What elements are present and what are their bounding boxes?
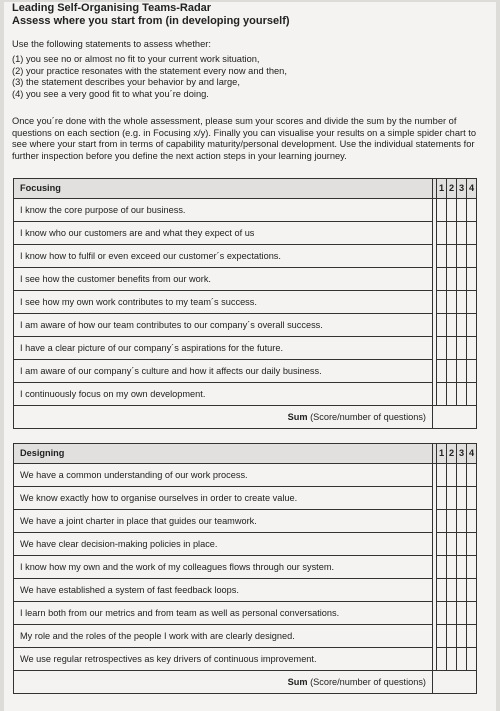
score-header-3: 3 [457,444,467,464]
statement-text: I know how my own and the work of my colleagues flows through our system. [14,556,433,579]
score-box-2[interactable] [447,579,457,602]
score-box-4[interactable] [467,360,477,383]
worksheet-page [4,2,496,711]
statement-text: I see how my own work contributes to my team´s success. [14,291,433,314]
score-box-4[interactable] [467,245,477,268]
score-box-1[interactable] [437,487,447,510]
score-box-3[interactable] [457,464,467,487]
score-header-4: 4 [467,179,477,199]
score-box-3[interactable] [457,291,467,314]
score-box-1[interactable] [437,337,447,360]
score-box-3[interactable] [457,383,467,406]
score-box-2[interactable] [447,648,457,671]
score-box-4[interactable] [467,487,477,510]
score-box-1[interactable] [437,245,447,268]
statement-row [14,383,477,406]
score-box-2[interactable] [447,291,457,314]
statement-text: My role and the roles of the people I work with are clearly designed. [14,625,433,648]
score-box-2[interactable] [447,602,457,625]
score-box-2[interactable] [447,222,457,245]
scale-item-1: (1) you see no or almost no fit to your current work situation, [12,54,260,64]
score-box-4[interactable] [467,383,477,406]
score-box-3[interactable] [457,648,467,671]
score-box-2[interactable] [447,245,457,268]
sum-row [14,406,477,429]
section-title: Designing [14,444,433,464]
score-box-3[interactable] [457,625,467,648]
statement-text: We have clear decision-making policies in place. [14,533,433,556]
score-box-1[interactable] [437,510,447,533]
sum-label-bold: Sum [287,677,308,687]
score-box-3[interactable] [457,579,467,602]
score-box-2[interactable] [447,360,457,383]
score-box-4[interactable] [467,222,477,245]
statement-text: I have a clear picture of our company´s aspirations for the future. [14,337,433,360]
section-header-row [14,444,477,464]
score-box-4[interactable] [467,533,477,556]
focusing-table [13,178,477,429]
score-box-2[interactable] [447,314,457,337]
score-box-1[interactable] [437,533,447,556]
score-box-1[interactable] [437,199,447,222]
score-box-2[interactable] [447,533,457,556]
statement-row [14,464,477,487]
score-header-4: 4 [467,444,477,464]
score-box-4[interactable] [467,268,477,291]
statement-text: We have established a system of fast feedback loops. [14,579,433,602]
score-box-3[interactable] [457,602,467,625]
score-box-4[interactable] [467,464,477,487]
worksheet-subtitle: Assess where you start from (in developing yourself) [12,15,290,27]
statement-text: I know who our customers are and what they expect of us [14,222,433,245]
score-header-1: 1 [437,444,447,464]
score-header-2: 2 [447,444,457,464]
score-box-1[interactable] [437,556,447,579]
score-box-3[interactable] [457,510,467,533]
statement-text: I am aware of our company´s culture and how it affects our daily business. [14,360,433,383]
score-box-4[interactable] [467,648,477,671]
score-box-1[interactable] [437,648,447,671]
score-box-1[interactable] [437,360,447,383]
statement-row [14,222,477,245]
score-box-3[interactable] [457,337,467,360]
statement-row [14,314,477,337]
worksheet-title: Leading Self-Organising Teams-Radar [12,2,212,14]
score-box-1[interactable] [437,625,447,648]
scale-list [12,54,478,100]
score-box-2[interactable] [447,383,457,406]
sum-label-rest: (Score/number of questions) [307,677,426,687]
score-box-1[interactable] [437,222,447,245]
statement-row [14,648,477,671]
statement-text: I learn both from our metrics and from team as well as personal conversations. [14,602,433,625]
score-box-4[interactable] [467,579,477,602]
score-box-1[interactable] [437,268,447,291]
statement-row [14,556,477,579]
sum-label-rest: (Score/number of questions) [307,412,426,422]
sum-label [14,406,433,429]
statement-row [14,625,477,648]
scale-item-2: (2) your practice resonates with the statement every now and then, [12,65,287,76]
score-box-4[interactable] [467,510,477,533]
score-box-1[interactable] [437,602,447,625]
score-box-3[interactable] [457,487,467,510]
statement-row [14,268,477,291]
sum-row [14,671,477,694]
statement-row [14,337,477,360]
score-box-2[interactable] [447,199,457,222]
score-box-4[interactable] [467,337,477,360]
sum-score-box[interactable] [433,671,477,694]
score-box-1[interactable] [437,314,447,337]
score-box-2[interactable] [447,510,457,533]
score-box-4[interactable] [467,314,477,337]
statement-row [14,199,477,222]
score-box-3[interactable] [457,556,467,579]
designing-table [13,443,477,694]
score-box-4[interactable] [467,556,477,579]
statement-text: I see how the customer benefits from our work. [14,268,433,291]
score-box-2[interactable] [447,337,457,360]
score-box-4[interactable] [467,602,477,625]
score-header-2: 2 [447,179,457,199]
scale-item-3: (3) the statement describes your behavior by and large, [12,77,240,88]
statement-text: We use regular retrospectives as key drivers of continuous improvement. [14,648,433,671]
scale-item-4: (4) you see a very good fit to what you´re doing. [12,88,209,99]
statement-row [14,602,477,625]
statement-row [14,510,477,533]
section-title: Focusing [14,179,433,199]
statement-text: We have a common understanding of our work process. [14,464,433,487]
score-header-3: 3 [457,179,467,199]
statement-text: I know the core purpose of our business. [14,199,433,222]
section-header-row [14,179,477,199]
score-box-1[interactable] [437,291,447,314]
score-box-2[interactable] [447,487,457,510]
score-box-3[interactable] [457,268,467,291]
score-header-1: 1 [437,179,447,199]
statement-text: I know how to fulfil or even exceed our customer´s expectations. [14,245,433,268]
score-box-4[interactable] [467,291,477,314]
score-box-2[interactable] [447,464,457,487]
score-box-3[interactable] [457,533,467,556]
score-box-4[interactable] [467,625,477,648]
score-box-3[interactable] [457,199,467,222]
statement-row [14,579,477,602]
statement-row [14,291,477,314]
statement-text: I continuously focus on my own development. [14,383,433,406]
intro-text: Use the following statements to assess whether: [12,39,211,49]
score-box-3[interactable] [457,245,467,268]
score-box-2[interactable] [447,625,457,648]
statement-text: We know exactly how to organise ourselves in order to create value. [14,487,433,510]
sum-score-box[interactable] [433,406,477,429]
score-box-2[interactable] [447,556,457,579]
statement-row [14,245,477,268]
score-box-3[interactable] [457,314,467,337]
statement-text: We have a joint charter in place that guides our teamwork. [14,510,433,533]
score-box-4[interactable] [467,199,477,222]
score-box-1[interactable] [437,383,447,406]
score-box-3[interactable] [457,360,467,383]
score-box-2[interactable] [447,268,457,291]
sum-label [14,671,433,694]
instructions-text: Once you´re done with the whole assessment, please sum your scores and divide the sum by the number of questions on each section (e.g. in Focusing x/y). Finally you can visualise your results on a simple spider chart to see where your start from in terms of capability maturity/personal development. Use the individual statements for further inspection before you define the next action steps in your learning journey. [12,116,477,161]
statement-row [14,487,477,510]
score-box-1[interactable] [437,464,447,487]
statement-text: I am aware of how our team contributes to our company´s overall success. [14,314,433,337]
score-box-1[interactable] [437,579,447,602]
score-box-3[interactable] [457,222,467,245]
sum-label-bold: Sum [287,412,308,422]
statement-row [14,533,477,556]
statement-row [14,360,477,383]
